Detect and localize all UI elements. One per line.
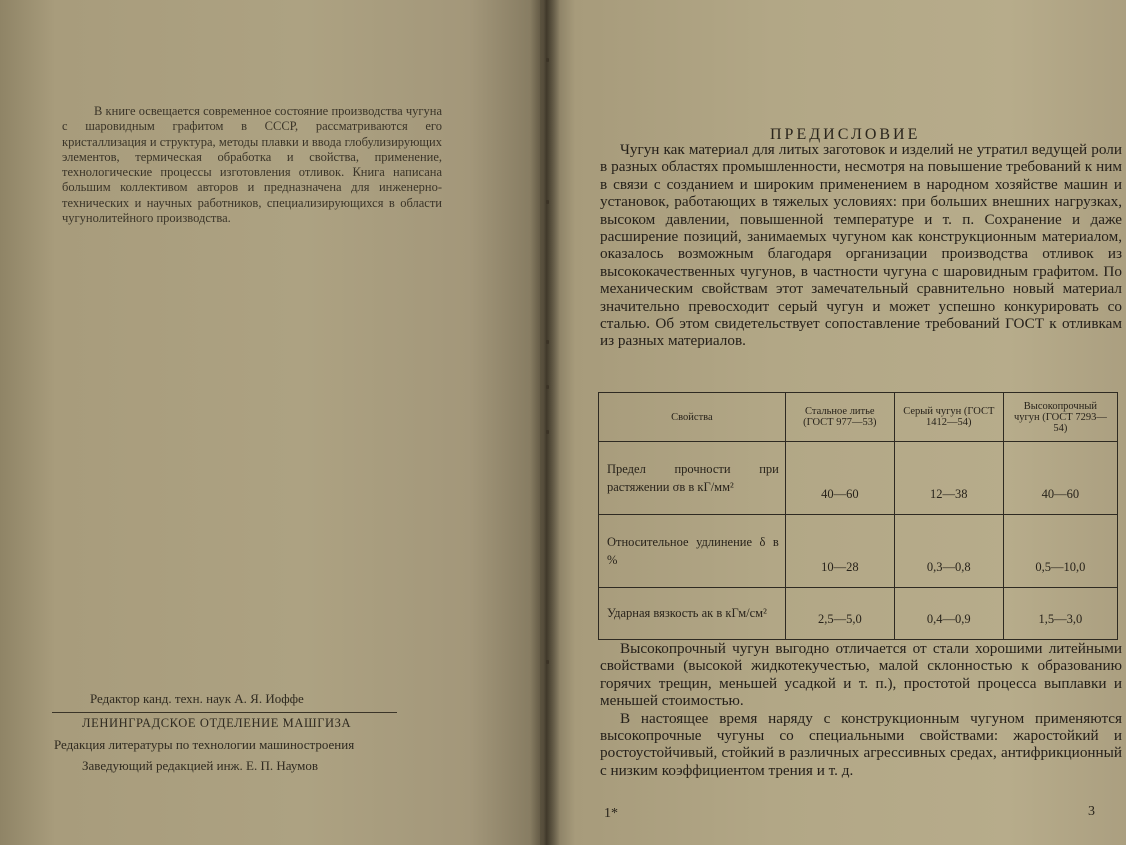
- preface-title: ПРЕДИСЛОВИЕ: [770, 126, 921, 143]
- properties-table: [598, 392, 1118, 640]
- property-cell: Относительное удлинение δ в %: [599, 514, 786, 587]
- binding-stitch: [546, 430, 549, 434]
- signature-mark: 1*: [604, 806, 618, 821]
- book-gutter: [530, 0, 560, 845]
- column-header: Стальное литье (ГОСТ 977—53): [785, 393, 894, 442]
- binding-stitch: [546, 660, 549, 664]
- column-header: Высокопрочный чугун (ГОСТ 7293—54): [1003, 393, 1117, 442]
- value-cell: 10—28: [785, 514, 894, 587]
- table-row: [599, 514, 1118, 587]
- value-cell: 40—60: [1003, 442, 1117, 515]
- column-header: Свойства: [599, 393, 786, 442]
- value-cell: 0,3—0,8: [894, 514, 1003, 587]
- property-cell: Предел прочности при растяжении σв в кГ/мм²: [599, 442, 786, 515]
- book-abstract: [62, 104, 442, 226]
- left-page: [0, 0, 552, 845]
- preface-paragraph: Чугун как материал для литых заготовок и изделий не утратил ведущей роли в разных областях промышленности, несмотря на повышение требований к ним в связи с созданием и широким применением в народном хозяйстве машин и установок, работающих в тяжелых условиях: при больших внешних нагрузках, высоком давлении, повышенной температуре и т. п. Сохранение и даже расширение позиций, занимаемых чугуном как конструкционным материалом, оказалось возможным благодаря организации производства отливок из высококачественных чугунов, в частности чугуна с шаровидным графитом. По механическим свойствам этот замечательный сравнительно новый материал значительно превосходит серый чугун и может успешно конкурировать со сталью. Об этом свидетельствует сопоставление требований ГОСТ к отливкам из разных материалов.: [600, 141, 1122, 350]
- imprint-block: [52, 688, 402, 776]
- abstract-text: В книге освещается современное состояние производства чугуна с шаровидным графитом в СССР, рассматриваются его кристаллизация и структура, методы плавки и ввода глобулизирующих элементов, термическая обработка и свойства, применение, технологические процессы изготовления отливок. Книга написана большим коллективом авторов и предназначена для инженерно-технических и научных работников, специализирующихся в области чугунолитейного производства.: [62, 104, 442, 226]
- preface-body-bottom: [600, 640, 1122, 779]
- editor-line: Редактор канд. техн. наук А. Я. Иоффе: [90, 691, 304, 706]
- property-cell: Ударная вязкость aк в кГм/см²: [599, 587, 786, 639]
- publisher-department: ЛЕНИНГРАДСКОЕ ОТДЕЛЕНИЕ МАШГИЗА: [82, 716, 352, 730]
- head-of-redaction-line: Заведующий редакцией инж. Е. П. Наумов: [82, 758, 319, 773]
- value-cell: 1,5—3,0: [1003, 587, 1117, 639]
- preface-body-top: [600, 141, 1122, 350]
- column-header: Серый чугун (ГОСТ 1412—54): [894, 393, 1003, 442]
- value-cell: 12—38: [894, 442, 1003, 515]
- value-cell: 2,5—5,0: [785, 587, 894, 639]
- page-number: 3: [1088, 804, 1095, 819]
- value-cell: 40—60: [785, 442, 894, 515]
- table-row: [599, 587, 1118, 639]
- binding-stitch: [546, 340, 549, 344]
- binding-stitch: [546, 58, 549, 62]
- table-row: [599, 442, 1118, 515]
- binding-stitch: [546, 200, 549, 204]
- preface-paragraph: Высокопрочный чугун выгодно отличается от стали хорошими литейными свойствами (высокой жидкотекучестью, малой склонностью к образованию горячих трещин, меньшей усадкой и т. п.), простотой процесса выплавки и меньшей стоимостью.: [600, 640, 1122, 710]
- value-cell: 0,5—10,0: [1003, 514, 1117, 587]
- binding-stitch: [546, 385, 549, 389]
- redaction-line: Редакция литературы по технологии машиностроения: [54, 737, 355, 752]
- table-header-row: [599, 393, 1118, 442]
- preface-paragraph: В настоящее время наряду с конструкционным чугуном применяются высокопрочные чугуны со специальными свойствами: жаростойкий и ростоустойчивый, стойкий в различных агрессивных средах, антифрикционный с низким коэффициентом трения и т. д.: [600, 709, 1122, 779]
- value-cell: 0,4—0,9: [894, 587, 1003, 639]
